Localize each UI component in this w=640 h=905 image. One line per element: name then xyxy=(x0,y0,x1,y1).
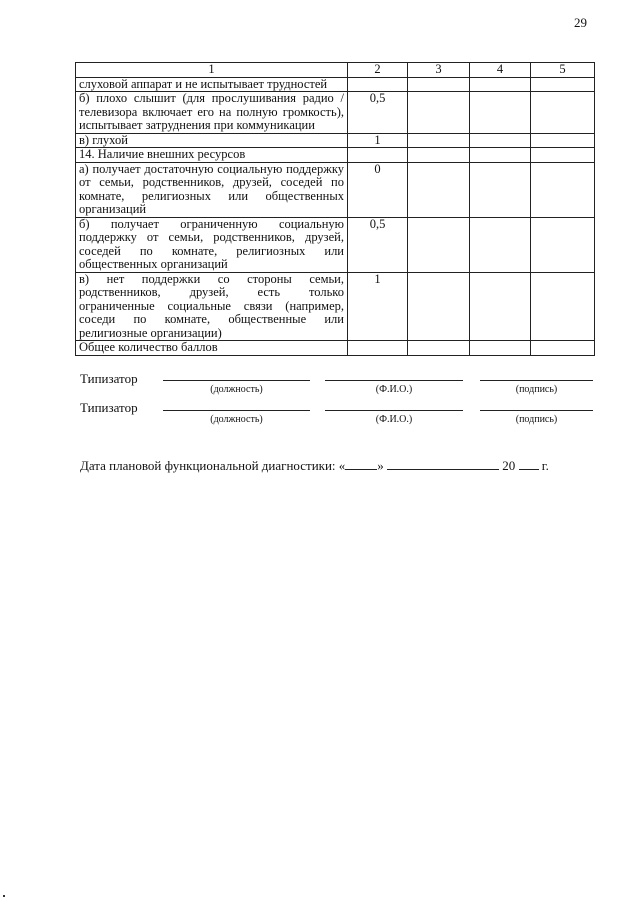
fio-caption: (Ф.И.О.) xyxy=(375,414,413,425)
position-field-line[interactable] xyxy=(163,380,310,381)
empty-cell xyxy=(470,272,531,341)
empty-cell xyxy=(470,77,531,92)
table-row xyxy=(76,92,595,134)
row-score: 0,5 xyxy=(348,217,408,272)
assessment-table xyxy=(75,62,595,356)
row-description: в) нет поддержки со стороны семьи, родственников, друзей, есть только ограниченные социальные связи (например, соседи по комнате, общественные или религиозные организации) xyxy=(76,272,348,341)
empty-cell xyxy=(408,92,470,134)
fio-field-line[interactable] xyxy=(325,380,463,381)
empty-cell xyxy=(531,341,595,356)
empty-cell xyxy=(408,162,470,217)
section-heading: 14. Наличие внешних ресурсов xyxy=(76,148,348,163)
empty-cell xyxy=(408,148,470,163)
table-row xyxy=(76,133,595,148)
position-caption: (должность) xyxy=(210,384,263,395)
table-row xyxy=(76,162,595,217)
column-header: 3 xyxy=(408,63,470,78)
fio-caption: (Ф.И.О.) xyxy=(375,384,413,395)
signature-field-line[interactable] xyxy=(480,410,593,411)
row-description: б) получает ограниченную социальную поддержку от семьи, родственников, друзей, соседей по комнате, религиозных или общественных организаций xyxy=(76,217,348,272)
year-suffix: г. xyxy=(541,458,549,473)
row-score: 0,5 xyxy=(348,92,408,134)
row-score xyxy=(348,148,408,163)
planned-diagnostics-date-row xyxy=(80,457,580,474)
table-row xyxy=(76,77,595,92)
column-header: 1 xyxy=(76,63,348,78)
month-field-line[interactable] xyxy=(387,457,499,470)
table-row xyxy=(76,272,595,341)
empty-cell xyxy=(470,92,531,134)
row-description: а) получает достаточную социальную поддержку от семьи, родственников, друзей, соседей по комнате, религиозных или общественных организаций xyxy=(76,162,348,217)
row-description: слуховой аппарат и не испытывает трудностей xyxy=(76,77,348,92)
empty-cell xyxy=(531,148,595,163)
row-description: в) глухой xyxy=(76,133,348,148)
empty-cell xyxy=(408,272,470,341)
empty-cell xyxy=(531,162,595,217)
empty-cell xyxy=(408,217,470,272)
row-score: 1 xyxy=(348,133,408,148)
row-score xyxy=(348,77,408,92)
row-score: 1 xyxy=(348,272,408,341)
page-number: 29 xyxy=(574,15,587,30)
table-header-row xyxy=(76,63,595,78)
position-caption: (должность) xyxy=(210,414,263,425)
empty-cell xyxy=(531,77,595,92)
date-quote-close: » xyxy=(377,458,384,473)
signature-caption: (подпись) xyxy=(515,384,558,395)
row-score xyxy=(348,341,408,356)
empty-cell xyxy=(531,217,595,272)
empty-cell xyxy=(531,92,595,134)
empty-cell xyxy=(408,77,470,92)
empty-cell xyxy=(408,341,470,356)
empty-cell xyxy=(470,162,531,217)
date-label: Дата плановой функциональной диагностики: « xyxy=(80,458,346,473)
empty-cell xyxy=(470,217,531,272)
signature-caption: (подпись) xyxy=(515,414,558,425)
table-row xyxy=(76,148,595,163)
column-header: 5 xyxy=(531,63,595,78)
empty-cell xyxy=(531,272,595,341)
signatory-role-label: Типизатор xyxy=(80,400,138,415)
empty-cell xyxy=(531,133,595,148)
empty-cell xyxy=(470,133,531,148)
position-field-line[interactable] xyxy=(163,410,310,411)
table-row xyxy=(76,217,595,272)
column-header: 2 xyxy=(348,63,408,78)
empty-cell xyxy=(470,341,531,356)
total-score-label: Общее количество баллов xyxy=(76,341,348,356)
year-field-line[interactable] xyxy=(519,457,539,470)
year-prefix: 20 xyxy=(502,458,516,473)
row-score: 0 xyxy=(348,162,408,217)
signature-field-line[interactable] xyxy=(480,380,593,381)
signatory-role-label: Типизатор xyxy=(80,371,138,386)
empty-cell xyxy=(470,148,531,163)
column-header: 4 xyxy=(470,63,531,78)
fio-field-line[interactable] xyxy=(325,410,463,411)
day-field-line[interactable] xyxy=(345,457,377,470)
empty-cell xyxy=(408,133,470,148)
row-description: б) плохо слышит (для прослушивания радио / телевизора включает его на полную громкость), испытывает затруднения при коммуникации xyxy=(76,92,348,134)
scan-artifact-dot xyxy=(3,895,5,897)
table-row-total xyxy=(76,341,595,356)
